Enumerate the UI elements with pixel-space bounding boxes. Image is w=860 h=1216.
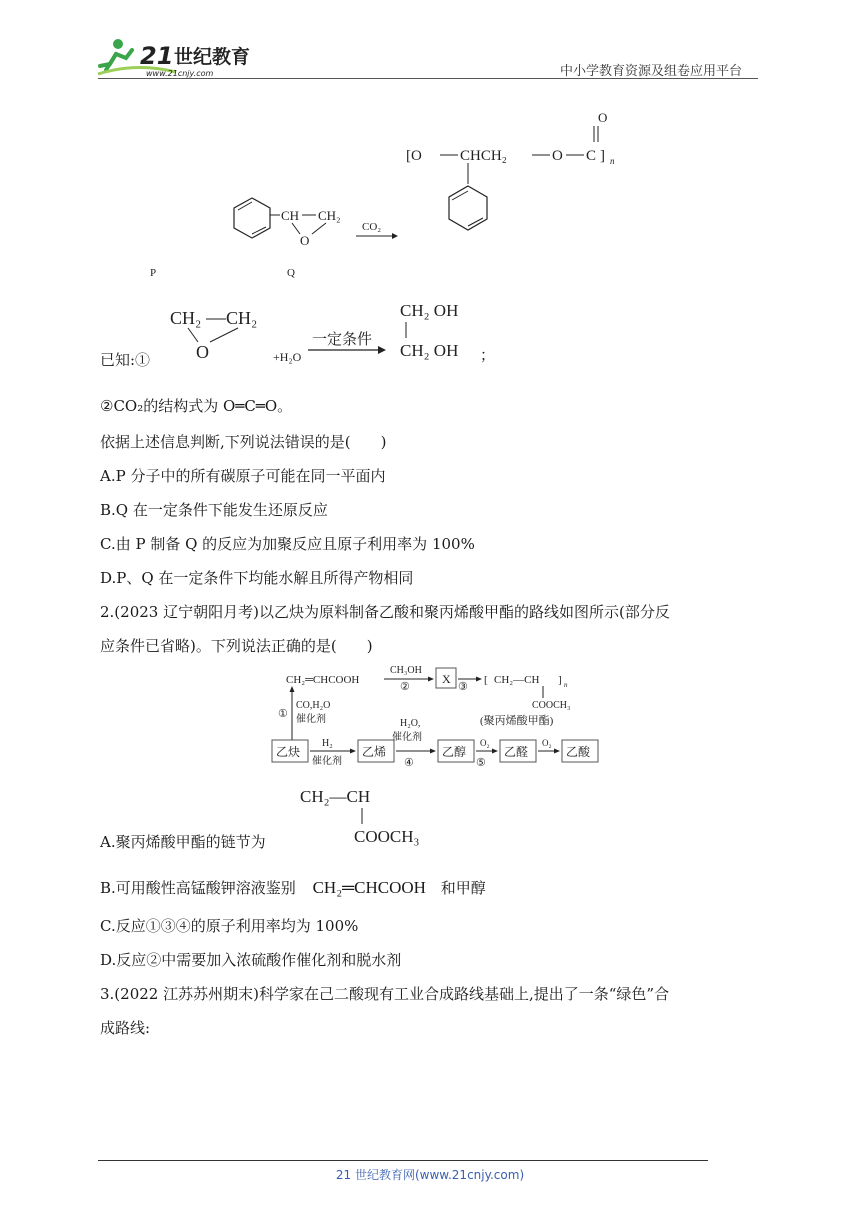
known-ch2-b: CH₂ — [226, 308, 258, 328]
q2-a-formula-top: CH₂—CH — [300, 787, 371, 806]
q2-route-diagram — [268, 660, 608, 772]
polymer-c: C — [586, 148, 597, 164]
q1-option-a: A.P 分子中的所有碳原子可能在同一平面内 — [100, 467, 386, 485]
q2-a-formula-sub: COOCH₃ — [354, 827, 420, 846]
q2-stem-line1: 2.(2023 辽宁朝阳月考)以乙炔为原料制备乙酸和聚丙烯酸甲酯的路线如图所示(部分反 — [100, 603, 670, 621]
q3-stem-line1: 3.(2022 江苏苏州期末)科学家在己二酸现有工业合成路线基础上,提出了一条“绿色”合 — [100, 985, 670, 1003]
diagram-acetylene: 乙炔 — [276, 745, 301, 759]
p-epoxide-o: O — [300, 233, 310, 248]
diagram-step-4: ④ — [404, 757, 414, 769]
diagram-h2: H₂ — [322, 738, 333, 749]
diagram-step-2: ② — [400, 681, 410, 693]
diagram-step-3: ③ — [458, 681, 468, 693]
q2-option-c: C.反应①③④的原子利用率均为 100% — [100, 917, 359, 935]
site-logo — [96, 36, 266, 80]
known-2-co2-structure: ②CO₂的结构式为 O═C═O。 — [100, 397, 293, 415]
q2-b-suffix: 和甲醇 — [440, 879, 486, 897]
header-tagline: 中小学教育资源及组卷应用平台 — [560, 64, 743, 79]
known-semicolon: ； — [480, 348, 496, 364]
q2-a-formula — [296, 782, 436, 852]
q2-option-b — [100, 878, 486, 898]
diagram-ethanol: 乙醇 — [442, 745, 467, 759]
diagram-polymer-name: (聚丙烯酸甲酯) — [480, 715, 554, 727]
p-to-q-scheme — [0, 100, 860, 300]
known-prefix: 已知:① — [100, 351, 151, 369]
known-water: +H₂O — [273, 350, 302, 364]
label-q: Q — [287, 267, 295, 279]
q2-b-formula: CH₂═CHCOOH — [312, 878, 426, 897]
diagram-acetic-acid: 乙酸 — [566, 745, 591, 759]
polymer-chch2: CHCH₂ — [460, 148, 507, 164]
polymer-n: n — [610, 156, 615, 166]
q1-option-c: C.由 P 制备 Q 的反应为加聚反应且原子利用率为 100% — [100, 535, 475, 553]
known-reaction-scheme — [160, 298, 500, 378]
known-epoxide-o: O — [196, 342, 209, 362]
diagram-polymer-top: CH₂—CH — [494, 674, 540, 686]
diagram-h2o: H₂O, — [400, 718, 421, 729]
logo-url: www.21cnjy.com — [146, 69, 214, 78]
diagram-x: X — [442, 672, 451, 686]
known-ch2-a: CH₂ — [170, 308, 202, 328]
polymer-left-bracket: [O — [406, 148, 422, 164]
polymer-o: O — [552, 148, 563, 164]
diagram-step-5: ⑤ — [476, 757, 486, 769]
p-ch2: CH₂ — [318, 208, 341, 223]
known-product-2: CH₂ OH — [400, 341, 459, 360]
diagram-catalyst-3: 催化剂 — [312, 756, 342, 767]
diagram-catalyst-1: 催化剂 — [296, 714, 326, 725]
diagram-ch3oh: CH₃OH — [390, 665, 422, 676]
diagram-polymer-sub: COOCH₃ — [532, 700, 571, 711]
q2-stem-line2: 应条件已省略)。下列说法正确的是( ) — [100, 637, 373, 655]
footer-divider — [98, 1160, 708, 1161]
q3-stem-line2: 成路线: — [100, 1019, 151, 1037]
diagram-step-1: ① — [278, 708, 288, 720]
polymer-carbonyl-o: O — [598, 110, 608, 125]
diagram-acrylic-acid: CH₂═CHCOOH — [286, 674, 360, 686]
diagram-o2-a: O₂ — [480, 738, 490, 748]
diagram-co-h2o: CO,H₂O — [296, 700, 331, 711]
diagram-catalyst-2: 催化剂 — [392, 732, 422, 743]
svg-text:[: [ — [484, 674, 488, 686]
svg-text:]: ] — [600, 148, 605, 164]
diagram-polymer-n: n — [564, 681, 568, 689]
header-divider — [98, 78, 758, 79]
diagram-acetaldehyde: 乙醛 — [504, 745, 529, 759]
q2-b-prefix: B.可用酸性高锰酸钾溶液鉴别 — [100, 879, 296, 897]
diagram-o2-b: O₂ — [542, 738, 552, 748]
p-ch: CH — [281, 208, 300, 223]
q2-option-d: D.反应②中需要加入浓硫酸作催化剂和脱水剂 — [100, 951, 402, 969]
known-product-1: CH₂ OH — [400, 301, 459, 320]
label-p: P — [150, 267, 157, 279]
logo-number: 21 — [140, 42, 174, 70]
q2-option-a: A.聚丙烯酸甲酯的链节为 — [100, 833, 266, 851]
q1-option-b: B.Q 在一定条件下能发生还原反应 — [100, 501, 328, 519]
q1-option-d: D.P、Q 在一定条件下均能水解且所得产物相同 — [100, 569, 414, 587]
footer-link[interactable]: 21 世纪教育网(www.21cnjy.com) — [335, 1168, 525, 1182]
diagram-ethylene: 乙烯 — [362, 745, 387, 759]
logo-name: 世纪教育 — [174, 46, 251, 68]
known-condition: 一定条件 — [312, 330, 373, 348]
reagent-co2: CO₂ — [362, 221, 382, 233]
q1-stem: 依据上述信息判断,下列说法错误的是( ) — [100, 433, 387, 451]
runner-logo-icon — [96, 36, 266, 80]
svg-text:]: ] — [558, 674, 562, 686]
